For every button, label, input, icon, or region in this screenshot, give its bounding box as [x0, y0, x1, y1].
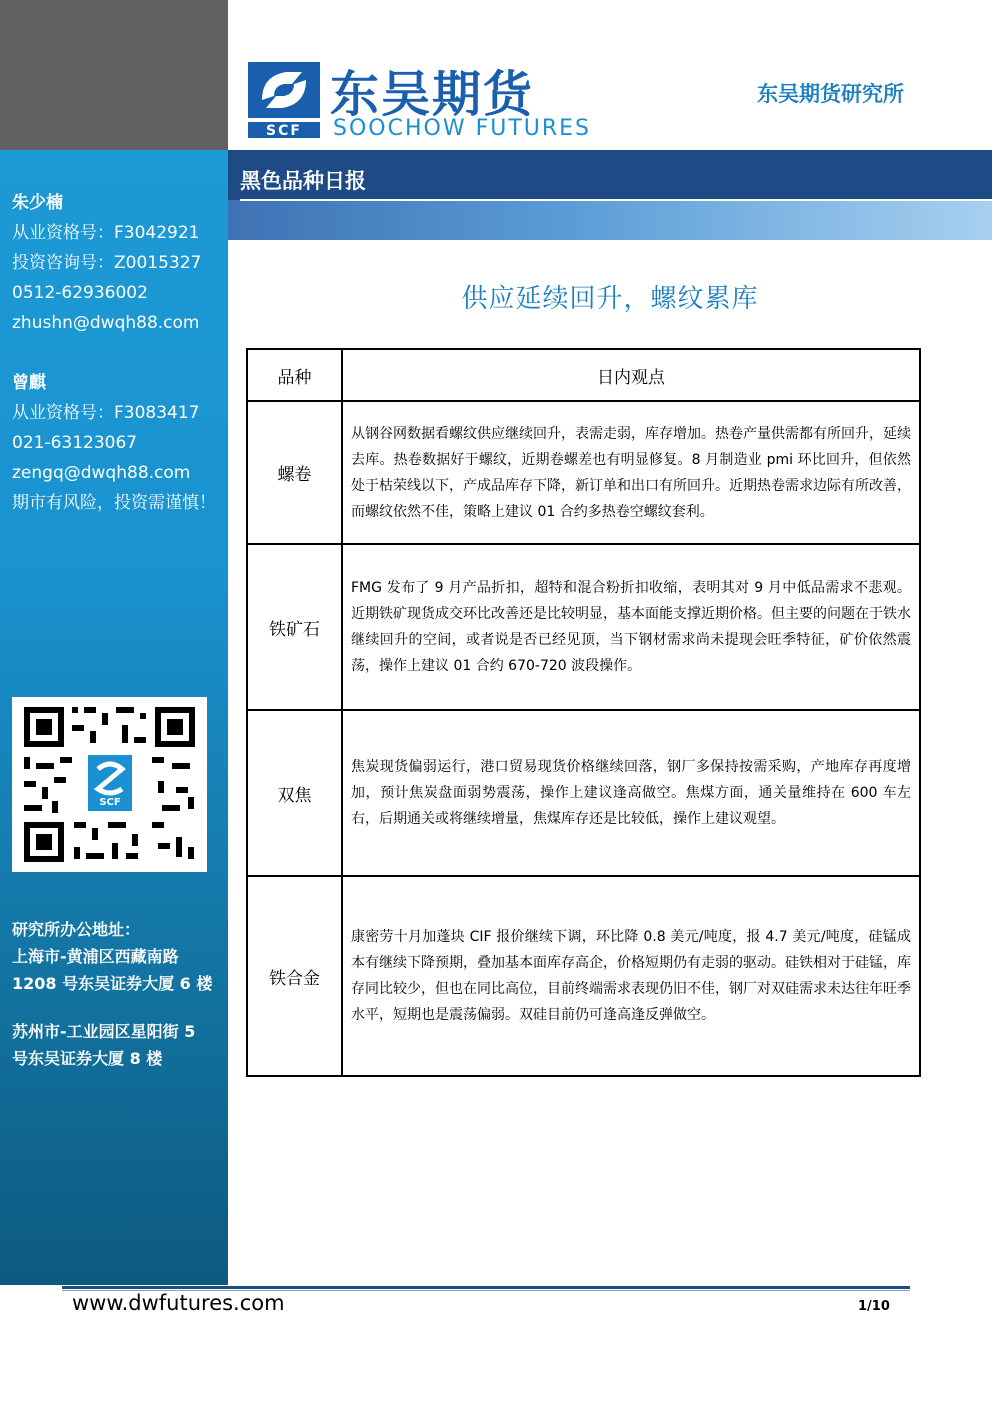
analyst-email[interactable]: zengq@dwqh88.com: [12, 463, 191, 483]
report-type: 黑色品种日报: [240, 169, 366, 193]
table-row: [247, 710, 920, 876]
table-header-row: [247, 349, 920, 401]
analyst-qualification: 从业资格号：F3083417: [12, 403, 200, 423]
category-cell: 双焦: [247, 710, 342, 876]
brand-name-cn: 东吴期货: [330, 66, 535, 123]
table-row: [247, 876, 920, 1076]
category-cell: 铁合金: [247, 876, 342, 1076]
analyst-qualification: 从业资格号：F3042921: [12, 223, 200, 243]
analyst-1: [12, 188, 201, 338]
logo-letters: SCF: [266, 123, 302, 139]
analyst-consult-number: 投资咨询号：Z0015327: [12, 253, 202, 273]
scf-logo-icon: [248, 60, 324, 140]
analyst-name: 曾麒: [12, 373, 46, 393]
page-title: 供应延续回升，螺纹累库: [461, 284, 759, 314]
analyst-phone: 0512-62936002: [12, 283, 148, 303]
sidebar: [0, 0, 228, 1285]
analyst-2: [12, 368, 216, 518]
analyst-email[interactable]: zhushn@dwqh88.com: [12, 313, 200, 333]
office-address-1: [12, 916, 212, 997]
risk-notice: 期市有风险，投资需谨慎！: [12, 493, 216, 513]
qr-logo-letters: SCF: [99, 797, 121, 808]
institute-name: 东吴期货研究所: [757, 82, 904, 106]
analyst-phone: 021-63123067: [12, 433, 138, 453]
address-line: 1208 号东吴证券大厦 6 楼: [12, 974, 213, 993]
view-cell: 从钢谷网数据看螺纹供应继续回升，表需走弱，库存增加。热卷产量供需都有所回升，延续去库。热卷数据好于螺纹，近期卷螺差也有明显修复。8 月制造业 pmi 环比回升，但依然处于枯荣线以下，产成品库存下降，新订单和出口有所回升。近期热卷需求边际有所改善，而螺纹依然不佳，策略上建议 01 合约多热卷空螺纹套利。: [342, 401, 920, 544]
table-row: [247, 544, 920, 710]
office-label: 研究所办公地址：: [12, 920, 141, 939]
column-header-category: 品种: [247, 349, 342, 401]
category-cell: 螺卷: [247, 401, 342, 544]
category-cell: 铁矿石: [247, 544, 342, 710]
website-link[interactable]: www.dwfutures.com: [72, 1291, 285, 1315]
address-line: 上海市-黄浦区西藏南路: [12, 947, 179, 966]
gradient-band: [228, 200, 992, 240]
analyst-name: 朱少楠: [12, 193, 63, 213]
office-address-2: [12, 1018, 195, 1072]
table-row: [247, 401, 920, 544]
page-number: 1/10: [858, 1299, 890, 1314]
divider: [240, 199, 992, 201]
column-header-view: 日内观点: [342, 349, 920, 401]
view-cell: 焦炭现货偏弱运行，港口贸易现货价格继续回落，钢厂多保持按需采购，产地库存再度增加，预计焦炭盘面弱势震荡，操作上建议逢高做空。焦煤方面，通关量维持在 600 车左右，后期通关或将继续增量，焦煤库存还是比较低，操作上建议观望。: [342, 710, 920, 876]
view-cell: FMG 发布了 9 月产品折扣，超特和混合粉折扣收缩，表明其对 9 月中低品需求不悲观。近期铁矿现货成交环比改善还是比较明显，基本面能支撑近期价格。但主要的问题在于铁水继续回升的空间，或者说是否已经见顶，当下钢材需求尚未提现会旺季特征，矿价依然震荡，操作上建议 01 合约 670-720 波段操作。: [342, 544, 920, 710]
address-line: 苏州市-工业园区星阳街 5: [12, 1022, 196, 1041]
brand-name-en: SOOCHOW FUTURES: [333, 116, 592, 141]
footer-divider: [62, 1286, 910, 1289]
daily-view-table: [246, 348, 921, 1077]
qr-code-icon: [12, 697, 207, 872]
address-line: 号东吴证券大厦 8 楼: [12, 1049, 163, 1068]
view-cell: 康密劳十月加蓬块 CIF 报价继续下调，环比降 0.8 美元/吨度，报 4.7 美元/吨度，硅锰成本有继续下降预期，叠加基本面库存高企，价格短期仍有走弱的驱动。硅铁相对于硅锰，库存同比较少，但也在同比高位，目前终端需求表现仍旧不佳，钢厂对双硅需求未达往年旺季水平，短期也是震荡偏弱。双硅目前仍可逢高逢反弹做空。: [342, 876, 920, 1076]
